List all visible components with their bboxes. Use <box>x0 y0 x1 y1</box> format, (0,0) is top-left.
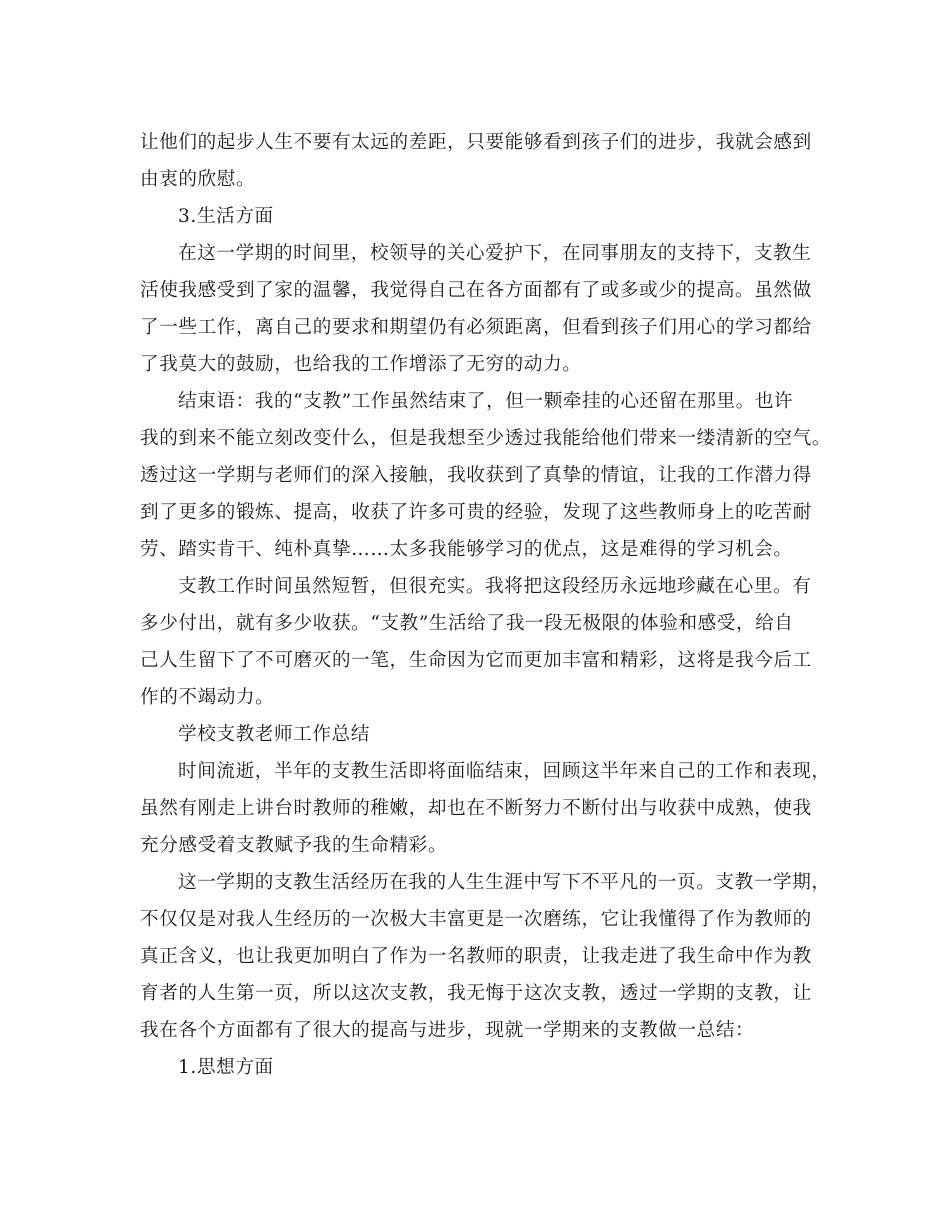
text-line: 己人生留下了不可磨灭的一笔，生命因为它而更加丰富和精彩，这将是我今后工 <box>140 650 812 671</box>
text-line: 作的不竭动力。 <box>140 687 275 708</box>
paragraph-first-line: 结束语：我的“支教”工作虽然结束了，但一颗牵挂的心还留在那里。也许 <box>178 391 794 412</box>
text-line: 我在各个方面都有了很大的提高与进步，现就一学期来的支教做一总结： <box>140 1020 755 1041</box>
text-line: 了我莫大的鼓励，也给我的工作增添了无穷的动力。 <box>140 354 582 375</box>
text-line: 让他们的起步人生不要有太远的差距，只要能够看到孩子们的进步，我就会感到 <box>140 132 812 153</box>
text-line: 真正含义，也让我更加明白了作为一名教师的职责，让我走进了我生命中作为教 <box>140 946 812 967</box>
text-line: 劳、踏实肯干、纯朴真挚……太多我能够学习的优点，这是难得的学习机会。 <box>140 539 793 560</box>
section-heading: 1.思想方面 <box>178 1057 274 1078</box>
text-line: 育者的人生第一页，所以这次支教，我无悔于这次支教，透过一学期的支教，让 <box>140 983 812 1004</box>
paragraph-first-line: 这一学期的支教生活经历在我的人生生涯中写下不平凡的一页。支教一学期， <box>178 872 831 893</box>
text-line: 虽然有刚走上讲台时教师的稚嫩，却也在不断努力不断付出与收获中成熟，使我 <box>140 798 812 819</box>
section-heading: 3.生活方面 <box>178 206 274 227</box>
text-line: 多少付出，就有多少收获。“支教”生活给了我一段无极限的体验和感受，给自 <box>140 613 794 634</box>
text-line: 充分感受着支教赋予我的生命精彩。 <box>140 835 448 856</box>
text-line: 我的到来不能立刻改变什么，但是我想至少透过我能给他们带来一缕清新的空气。 <box>140 428 831 449</box>
text-line: 透过这一学期与老师们的深入接触，我收获到了真挚的情谊，让我的工作潜力得 <box>140 465 812 486</box>
text-line: 由衷的欣慰。 <box>140 169 256 190</box>
text-line: 了一些工作，离自己的要求和期望仍有必须距离，但看到孩子们用心的学习都给 <box>140 317 812 338</box>
paragraph-first-line: 在这一学期的时间里，校领导的关心爱护下，在同事朋友的支持下，支教生 <box>178 243 812 264</box>
paragraph-first-line: 时间流逝，半年的支教生活即将面临结束，回顾这半年来自己的工作和表现， <box>178 761 831 782</box>
paragraph-first-line: 支教工作时间虽然短暂，但很充实。我将把这段经历永远地珍藏在心里。有 <box>178 576 812 597</box>
text-line: 活使我感受到了家的温馨，我觉得自己在各方面都有了或多或少的提高。虽然做 <box>140 280 812 301</box>
article-title: 学校支教老师工作总结 <box>178 724 370 745</box>
text-line: 到了更多的锻炼、提高，收获了许多可贵的经验，发现了这些教师身上的吃苦耐 <box>140 502 812 523</box>
text-line: 不仅仅是对我人生经历的一次极大丰富更是一次磨练，它让我懂得了作为教师的 <box>140 909 812 930</box>
